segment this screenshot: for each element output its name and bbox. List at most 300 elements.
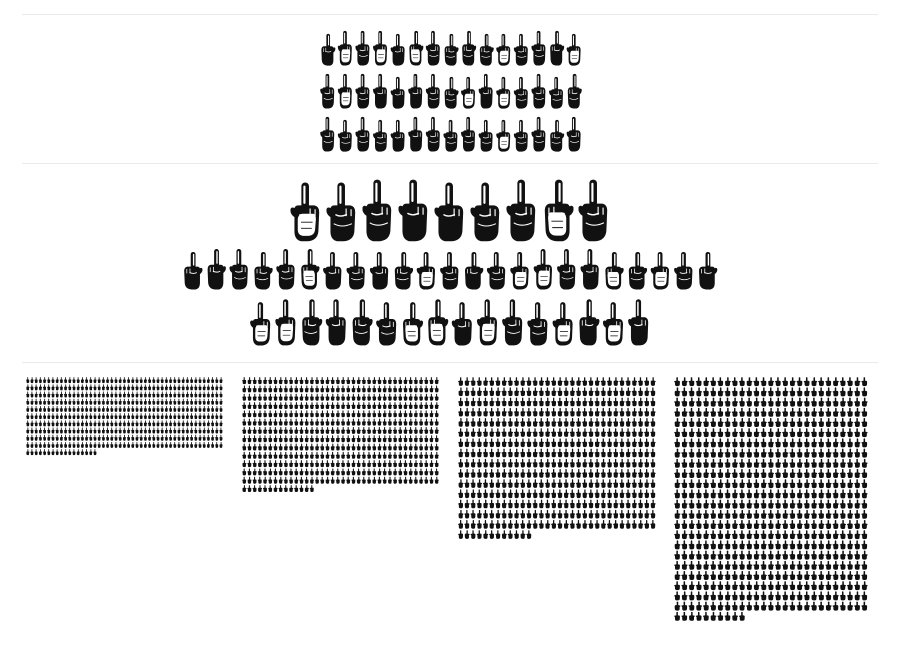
middle-finger-hand-icon: [203, 399, 206, 405]
middle-finger-hand-icon: [377, 435, 381, 442]
middle-finger-hand-icon: [119, 399, 122, 405]
middle-finger-hand-icon: [102, 435, 105, 441]
middle-finger-hand-icon: [464, 520, 469, 529]
middle-finger-hand-icon: [414, 427, 418, 434]
middle-finger-hand-icon: [419, 452, 423, 459]
middle-finger-hand-icon: [576, 510, 581, 519]
middle-finger-hand-icon: [458, 530, 463, 539]
middle-finger-hand-icon: [398, 427, 402, 434]
middle-finger-hand-icon: [753, 387, 759, 396]
middle-finger-hand-icon: [362, 468, 366, 475]
middle-finger-hand-icon: [338, 31, 352, 66]
middle-finger-hand-icon: [115, 384, 118, 390]
middle-finger-hand-icon: [373, 31, 387, 66]
middle-finger-hand-icon: [483, 449, 488, 458]
middle-finger-hand-icon: [521, 500, 526, 509]
middle-finger-hand-icon: [568, 74, 582, 109]
middle-finger-hand-icon: [651, 252, 669, 290]
middle-finger-hand-icon: [377, 385, 381, 392]
middle-finger-hand-icon: [833, 581, 839, 590]
middle-finger-hand-icon: [299, 435, 303, 442]
middle-finger-hand-icon: [81, 392, 84, 398]
middle-finger-hand-icon: [182, 435, 185, 441]
middle-finger-hand-icon: [39, 392, 42, 398]
middle-finger-hand-icon: [310, 477, 314, 484]
middle-finger-hand-icon: [854, 551, 860, 560]
middle-finger-hand-icon: [458, 398, 463, 407]
middle-finger-hand-icon: [483, 510, 488, 519]
middle-finger-hand-icon: [85, 442, 88, 448]
middle-finger-hand-icon: [403, 468, 407, 475]
middle-finger-hand-icon: [47, 449, 50, 455]
middle-finger-hand-icon: [409, 31, 423, 66]
middle-finger-hand-icon: [533, 408, 538, 417]
middle-finger-hand-icon: [178, 428, 181, 434]
middle-finger-hand-icon: [725, 581, 731, 590]
middle-finger-hand-icon: [626, 510, 631, 519]
middle-finger-hand-icon: [819, 398, 825, 407]
middle-finger-hand-icon: [783, 387, 789, 396]
middle-finger-hand-icon: [775, 418, 781, 427]
middle-finger-hand-icon: [186, 420, 189, 426]
middle-finger-hand-icon: [341, 385, 345, 392]
middle-finger-hand-icon: [336, 468, 340, 475]
middle-finger-hand-icon: [753, 500, 759, 509]
middle-finger-hand-icon: [703, 551, 709, 560]
middle-finger-hand-icon: [854, 449, 860, 458]
middle-finger-hand-icon: [576, 469, 581, 478]
middle-finger-hand-icon: [753, 571, 759, 580]
middle-finger-hand-icon: [253, 485, 257, 492]
middle-finger-hand-icon: [797, 530, 803, 539]
middle-finger-hand-icon: [263, 468, 267, 475]
middle-finger-hand-icon: [861, 387, 867, 396]
middle-finger-hand-icon: [825, 438, 831, 447]
middle-finger-hand-icon: [644, 398, 649, 407]
middle-finger-hand-icon: [861, 469, 867, 478]
middle-finger-hand-icon: [696, 418, 702, 427]
middle-finger-hand-icon: [533, 520, 538, 529]
middle-finger-hand-icon: [607, 438, 612, 447]
middle-finger-hand-icon: [783, 571, 789, 580]
middle-finger-hand-icon: [833, 438, 839, 447]
middle-finger-hand-icon: [305, 402, 309, 409]
middle-finger-hand-icon: [818, 571, 824, 580]
middle-finger-hand-icon: [165, 406, 168, 412]
middle-finger-hand-icon: [383, 460, 387, 467]
middle-finger-hand-icon: [818, 602, 824, 611]
middle-finger-hand-icon: [854, 489, 860, 498]
middle-finger-hand-icon: [279, 444, 283, 451]
middle-finger-hand-icon: [194, 442, 197, 448]
middle-finger-hand-icon: [632, 520, 637, 529]
middle-finger-hand-icon: [299, 460, 303, 467]
middle-finger-hand-icon: [825, 469, 831, 478]
middle-finger-hand-icon: [520, 520, 525, 529]
middle-finger-hand-icon: [310, 452, 314, 459]
middle-finger-hand-icon: [110, 442, 113, 448]
middle-finger-hand-icon: [533, 418, 538, 427]
middle-finger-hand-icon: [818, 540, 824, 549]
middle-finger-hand-icon: [357, 468, 361, 475]
middle-finger-hand-icon: [614, 500, 619, 509]
middle-finger-hand-icon: [650, 510, 655, 519]
middle-finger-hand-icon: [533, 459, 538, 468]
middle-finger-hand-icon: [725, 500, 731, 509]
middle-finger-hand-icon: [508, 459, 513, 468]
middle-finger-hand-icon: [409, 385, 413, 392]
middle-finger-hand-icon: [490, 428, 495, 437]
middle-finger-hand-icon: [186, 377, 189, 383]
middle-finger-hand-icon: [526, 530, 531, 539]
middle-finger-hand-icon: [419, 377, 423, 384]
middle-finger-hand-icon: [753, 469, 759, 478]
middle-finger-hand-icon: [558, 438, 563, 447]
middle-finger-hand-icon: [718, 418, 724, 427]
middle-finger-hand-icon: [435, 452, 439, 459]
middle-finger-hand-icon: [539, 387, 544, 396]
middle-finger-hand-icon: [253, 460, 257, 467]
large-specimen-line: [286, 178, 614, 244]
middle-finger-hand-icon: [81, 428, 84, 434]
middle-finger-hand-icon: [39, 420, 42, 426]
middle-finger-hand-icon: [110, 392, 113, 398]
middle-finger-hand-icon: [811, 387, 817, 396]
middle-finger-hand-icon: [169, 384, 172, 390]
middle-finger-hand-icon: [576, 449, 581, 458]
middle-finger-hand-icon: [393, 385, 397, 392]
middle-finger-hand-icon: [545, 377, 550, 386]
middle-finger-hand-icon: [564, 469, 569, 478]
middle-finger-hand-icon: [545, 449, 550, 458]
middle-finger-hand-icon: [696, 602, 702, 611]
middle-finger-hand-icon: [514, 479, 519, 488]
middle-finger-hand-icon: [508, 408, 513, 417]
middle-finger-hand-icon: [531, 31, 545, 66]
middle-finger-hand-icon: [106, 384, 109, 390]
middle-finger-hand-icon: [717, 438, 723, 447]
middle-finger-hand-icon: [855, 561, 861, 570]
middle-finger-hand-icon: [854, 540, 860, 549]
middle-finger-hand-icon: [398, 410, 402, 417]
middle-finger-hand-icon: [305, 377, 309, 384]
middle-finger-hand-icon: [689, 408, 695, 417]
middle-finger-hand-icon: [682, 561, 688, 570]
middle-finger-hand-icon: [804, 591, 810, 600]
middle-finger-hand-icon: [94, 442, 97, 448]
middle-finger-hand-icon: [165, 413, 168, 419]
middle-finger-hand-icon: [186, 442, 189, 448]
middle-finger-hand-icon: [123, 399, 126, 405]
middle-finger-hand-icon: [595, 428, 600, 437]
middle-finger-hand-icon: [131, 377, 134, 383]
middle-finger-hand-icon: [435, 444, 439, 451]
middle-finger-hand-icon: [284, 419, 288, 426]
middle-finger-hand-icon: [790, 377, 796, 386]
middle-finger-hand-icon: [320, 74, 334, 109]
middle-finger-hand-icon: [502, 449, 507, 458]
middle-finger-hand-icon: [732, 377, 738, 386]
middle-finger-hand-icon: [362, 460, 366, 467]
middle-finger-hand-icon: [182, 406, 185, 412]
middle-finger-hand-icon: [526, 387, 531, 396]
middle-finger-hand-icon: [502, 479, 507, 488]
middle-finger-hand-icon: [551, 489, 556, 498]
middle-finger-hand-icon: [862, 489, 868, 498]
middle-finger-hand-icon: [768, 581, 774, 590]
middle-finger-hand-icon: [119, 384, 122, 390]
middle-finger-hand-icon: [294, 427, 298, 434]
middle-finger-hand-icon: [725, 418, 731, 427]
middle-finger-hand-icon: [123, 392, 126, 398]
middle-finger-hand-icon: [414, 419, 418, 426]
middle-finger-hand-icon: [341, 410, 345, 417]
middle-finger-hand-icon: [739, 418, 745, 427]
middle-finger-hand-icon: [674, 612, 680, 621]
size-sample-column: [242, 377, 442, 493]
middle-finger-hand-icon: [825, 428, 831, 437]
middle-finger-hand-icon: [564, 418, 569, 427]
middle-finger-hand-icon: [372, 444, 376, 451]
middle-finger-hand-icon: [520, 510, 525, 519]
middle-finger-hand-icon: [35, 399, 38, 405]
middle-finger-hand-icon: [588, 377, 593, 386]
size-sample-column: [674, 377, 874, 623]
middle-finger-hand-icon: [110, 413, 113, 419]
middle-finger-hand-icon: [790, 591, 796, 600]
middle-finger-hand-icon: [826, 602, 832, 611]
middle-finger-hand-icon: [258, 427, 262, 434]
middle-finger-hand-icon: [89, 442, 92, 448]
middle-finger-hand-icon: [326, 183, 355, 242]
middle-finger-hand-icon: [253, 419, 257, 426]
middle-finger-hand-icon: [645, 479, 650, 488]
middle-finger-hand-icon: [355, 31, 369, 66]
middle-finger-hand-icon: [68, 413, 71, 419]
middle-finger-hand-icon: [495, 469, 500, 478]
middle-finger-hand-icon: [818, 438, 824, 447]
middle-finger-hand-icon: [620, 489, 625, 498]
middle-finger-hand-icon: [862, 581, 868, 590]
middle-finger-hand-icon: [789, 510, 795, 519]
middle-finger-hand-icon: [289, 444, 293, 451]
middle-finger-hand-icon: [156, 428, 159, 434]
middle-finger-hand-icon: [398, 385, 402, 392]
middle-finger-hand-icon: [346, 468, 350, 475]
middle-finger-hand-icon: [607, 418, 612, 427]
middle-finger-hand-icon: [372, 460, 376, 467]
middle-finger-hand-icon: [77, 399, 80, 405]
middle-finger-hand-icon: [632, 438, 637, 447]
middle-finger-hand-icon: [717, 469, 723, 478]
middle-finger-hand-icon: [263, 419, 267, 426]
middle-finger-hand-icon: [557, 249, 575, 289]
middle-finger-hand-icon: [595, 449, 600, 458]
middle-finger-hand-icon: [294, 444, 298, 451]
middle-finger-hand-icon: [564, 500, 569, 509]
middle-finger-hand-icon: [284, 485, 288, 492]
middle-finger-hand-icon: [626, 459, 631, 468]
middle-finger-hand-icon: [377, 452, 381, 459]
middle-finger-hand-icon: [471, 428, 476, 437]
middle-finger-hand-icon: [414, 460, 418, 467]
middle-finger-hand-icon: [674, 581, 680, 590]
middle-finger-hand-icon: [471, 520, 476, 529]
middle-finger-hand-icon: [372, 452, 376, 459]
middle-finger-hand-icon: [253, 377, 257, 384]
middle-finger-hand-icon: [268, 452, 272, 459]
middle-finger-hand-icon: [289, 410, 293, 417]
middle-finger-hand-icon: [102, 399, 105, 405]
middle-finger-hand-icon: [551, 408, 556, 417]
middle-finger-hand-icon: [161, 435, 164, 441]
middle-finger-hand-icon: [299, 452, 303, 459]
middle-finger-hand-icon: [613, 418, 618, 427]
middle-finger-hand-icon: [718, 479, 724, 488]
middle-finger-hand-icon: [378, 394, 382, 401]
middle-finger-hand-icon: [388, 460, 392, 467]
middle-finger-hand-icon: [508, 449, 513, 458]
middle-finger-hand-icon: [346, 410, 350, 417]
middle-finger-hand-icon: [464, 479, 469, 488]
middle-finger-hand-icon: [310, 377, 314, 384]
middle-finger-hand-icon: [131, 399, 134, 405]
middle-finger-hand-icon: [825, 408, 831, 417]
middle-finger-hand-icon: [186, 435, 189, 441]
middle-finger-hand-icon: [477, 500, 482, 509]
middle-finger-hand-icon: [746, 449, 752, 458]
middle-finger-hand-icon: [495, 428, 500, 437]
middle-finger-hand-icon: [588, 428, 593, 437]
middle-finger-hand-icon: [165, 384, 168, 390]
middle-finger-hand-icon: [761, 469, 767, 478]
middle-finger-hand-icon: [253, 444, 257, 451]
middle-finger-hand-icon: [470, 183, 499, 242]
middle-finger-hand-icon: [383, 410, 387, 417]
middle-finger-hand-icon: [797, 438, 803, 447]
middle-finger-hand-icon: [253, 402, 257, 409]
middle-finger-hand-icon: [552, 418, 557, 427]
middle-finger-hand-icon: [85, 392, 88, 398]
middle-finger-hand-icon: [502, 530, 507, 539]
middle-finger-hand-icon: [854, 520, 860, 529]
middle-finger-hand-icon: [619, 469, 624, 478]
middle-finger-hand-icon: [520, 479, 525, 488]
middle-finger-hand-icon: [98, 392, 101, 398]
middle-finger-hand-icon: [576, 520, 581, 529]
middle-finger-hand-icon: [489, 377, 494, 386]
middle-finger-hand-icon: [169, 435, 172, 441]
middle-finger-hand-icon: [383, 435, 387, 442]
middle-finger-hand-icon: [89, 377, 92, 383]
middle-finger-hand-icon: [862, 520, 868, 529]
middle-finger-hand-icon: [725, 591, 731, 600]
middle-finger-hand-icon: [804, 561, 810, 570]
middle-finger-hand-icon: [689, 489, 695, 498]
middle-finger-hand-icon: [710, 377, 716, 386]
middle-finger-hand-icon: [47, 413, 50, 419]
middle-finger-hand-icon: [775, 571, 781, 580]
middle-finger-hand-icon: [601, 449, 606, 458]
middle-finger-hand-icon: [300, 394, 304, 401]
middle-finger-hand-icon: [409, 435, 413, 442]
middle-finger-hand-icon: [325, 410, 329, 417]
middle-finger-hand-icon: [310, 485, 314, 492]
middle-finger-hand-icon: [502, 418, 507, 427]
middle-finger-hand-icon: [182, 442, 185, 448]
middle-finger-hand-icon: [123, 413, 126, 419]
middle-finger-hand-icon: [732, 459, 738, 468]
middle-finger-hand-icon: [710, 500, 716, 509]
middle-finger-hand-icon: [35, 420, 38, 426]
middle-finger-hand-icon: [696, 591, 702, 600]
middle-finger-hand-icon: [489, 408, 494, 417]
middle-finger-hand-icon: [429, 452, 433, 459]
middle-finger-hand-icon: [173, 392, 176, 398]
middle-finger-hand-icon: [30, 406, 33, 412]
middle-finger-hand-icon: [783, 602, 789, 611]
middle-finger-hand-icon: [471, 408, 476, 417]
middle-finger-hand-icon: [346, 444, 350, 451]
middle-finger-hand-icon: [703, 418, 709, 427]
middle-finger-hand-icon: [362, 410, 366, 417]
middle-finger-hand-icon: [589, 418, 594, 427]
middle-finger-hand-icon: [315, 410, 319, 417]
middle-finger-hand-icon: [570, 408, 575, 417]
middle-finger-hand-icon: [294, 410, 298, 417]
middle-finger-hand-icon: [638, 489, 643, 498]
middle-finger-hand-icon: [811, 540, 817, 549]
middle-finger-hand-icon: [710, 449, 716, 458]
middle-finger-hand-icon: [315, 394, 319, 401]
middle-finger-hand-icon: [557, 418, 562, 427]
middle-finger-hand-icon: [847, 418, 853, 427]
middle-finger-hand-icon: [26, 399, 29, 405]
middle-finger-hand-icon: [148, 384, 151, 390]
middle-finger-hand-icon: [483, 489, 488, 498]
middle-finger-hand-icon: [645, 449, 650, 458]
middle-finger-hand-icon: [847, 551, 853, 560]
middle-finger-hand-icon: [797, 387, 803, 396]
middle-finger-hand-icon: [739, 561, 745, 570]
middle-finger-hand-icon: [440, 252, 458, 290]
middle-finger-hand-icon: [198, 420, 201, 426]
middle-finger-hand-icon: [464, 489, 469, 498]
middle-finger-hand-icon: [323, 252, 341, 290]
middle-finger-hand-icon: [186, 399, 189, 405]
middle-finger-hand-icon: [477, 469, 482, 478]
middle-finger-hand-icon: [156, 413, 159, 419]
middle-finger-hand-icon: [43, 384, 46, 390]
middle-finger-hand-icon: [703, 571, 709, 580]
middle-finger-hand-icon: [521, 377, 526, 386]
middle-finger-hand-icon: [496, 34, 510, 66]
middle-finger-hand-icon: [424, 394, 428, 401]
middle-finger-hand-icon: [746, 520, 752, 529]
middle-finger-hand-icon: [725, 540, 731, 549]
middle-finger-hand-icon: [336, 419, 340, 426]
middle-finger-hand-icon: [775, 479, 781, 488]
character-map-line: [316, 116, 586, 154]
middle-finger-hand-icon: [754, 459, 760, 468]
middle-finger-hand-icon: [761, 377, 767, 386]
middle-finger-hand-icon: [157, 420, 160, 426]
middle-finger-hand-icon: [279, 468, 283, 475]
middle-finger-hand-icon: [89, 428, 92, 434]
middle-finger-hand-icon: [514, 418, 519, 427]
middle-finger-hand-icon: [674, 438, 680, 447]
middle-finger-hand-icon: [840, 408, 846, 417]
